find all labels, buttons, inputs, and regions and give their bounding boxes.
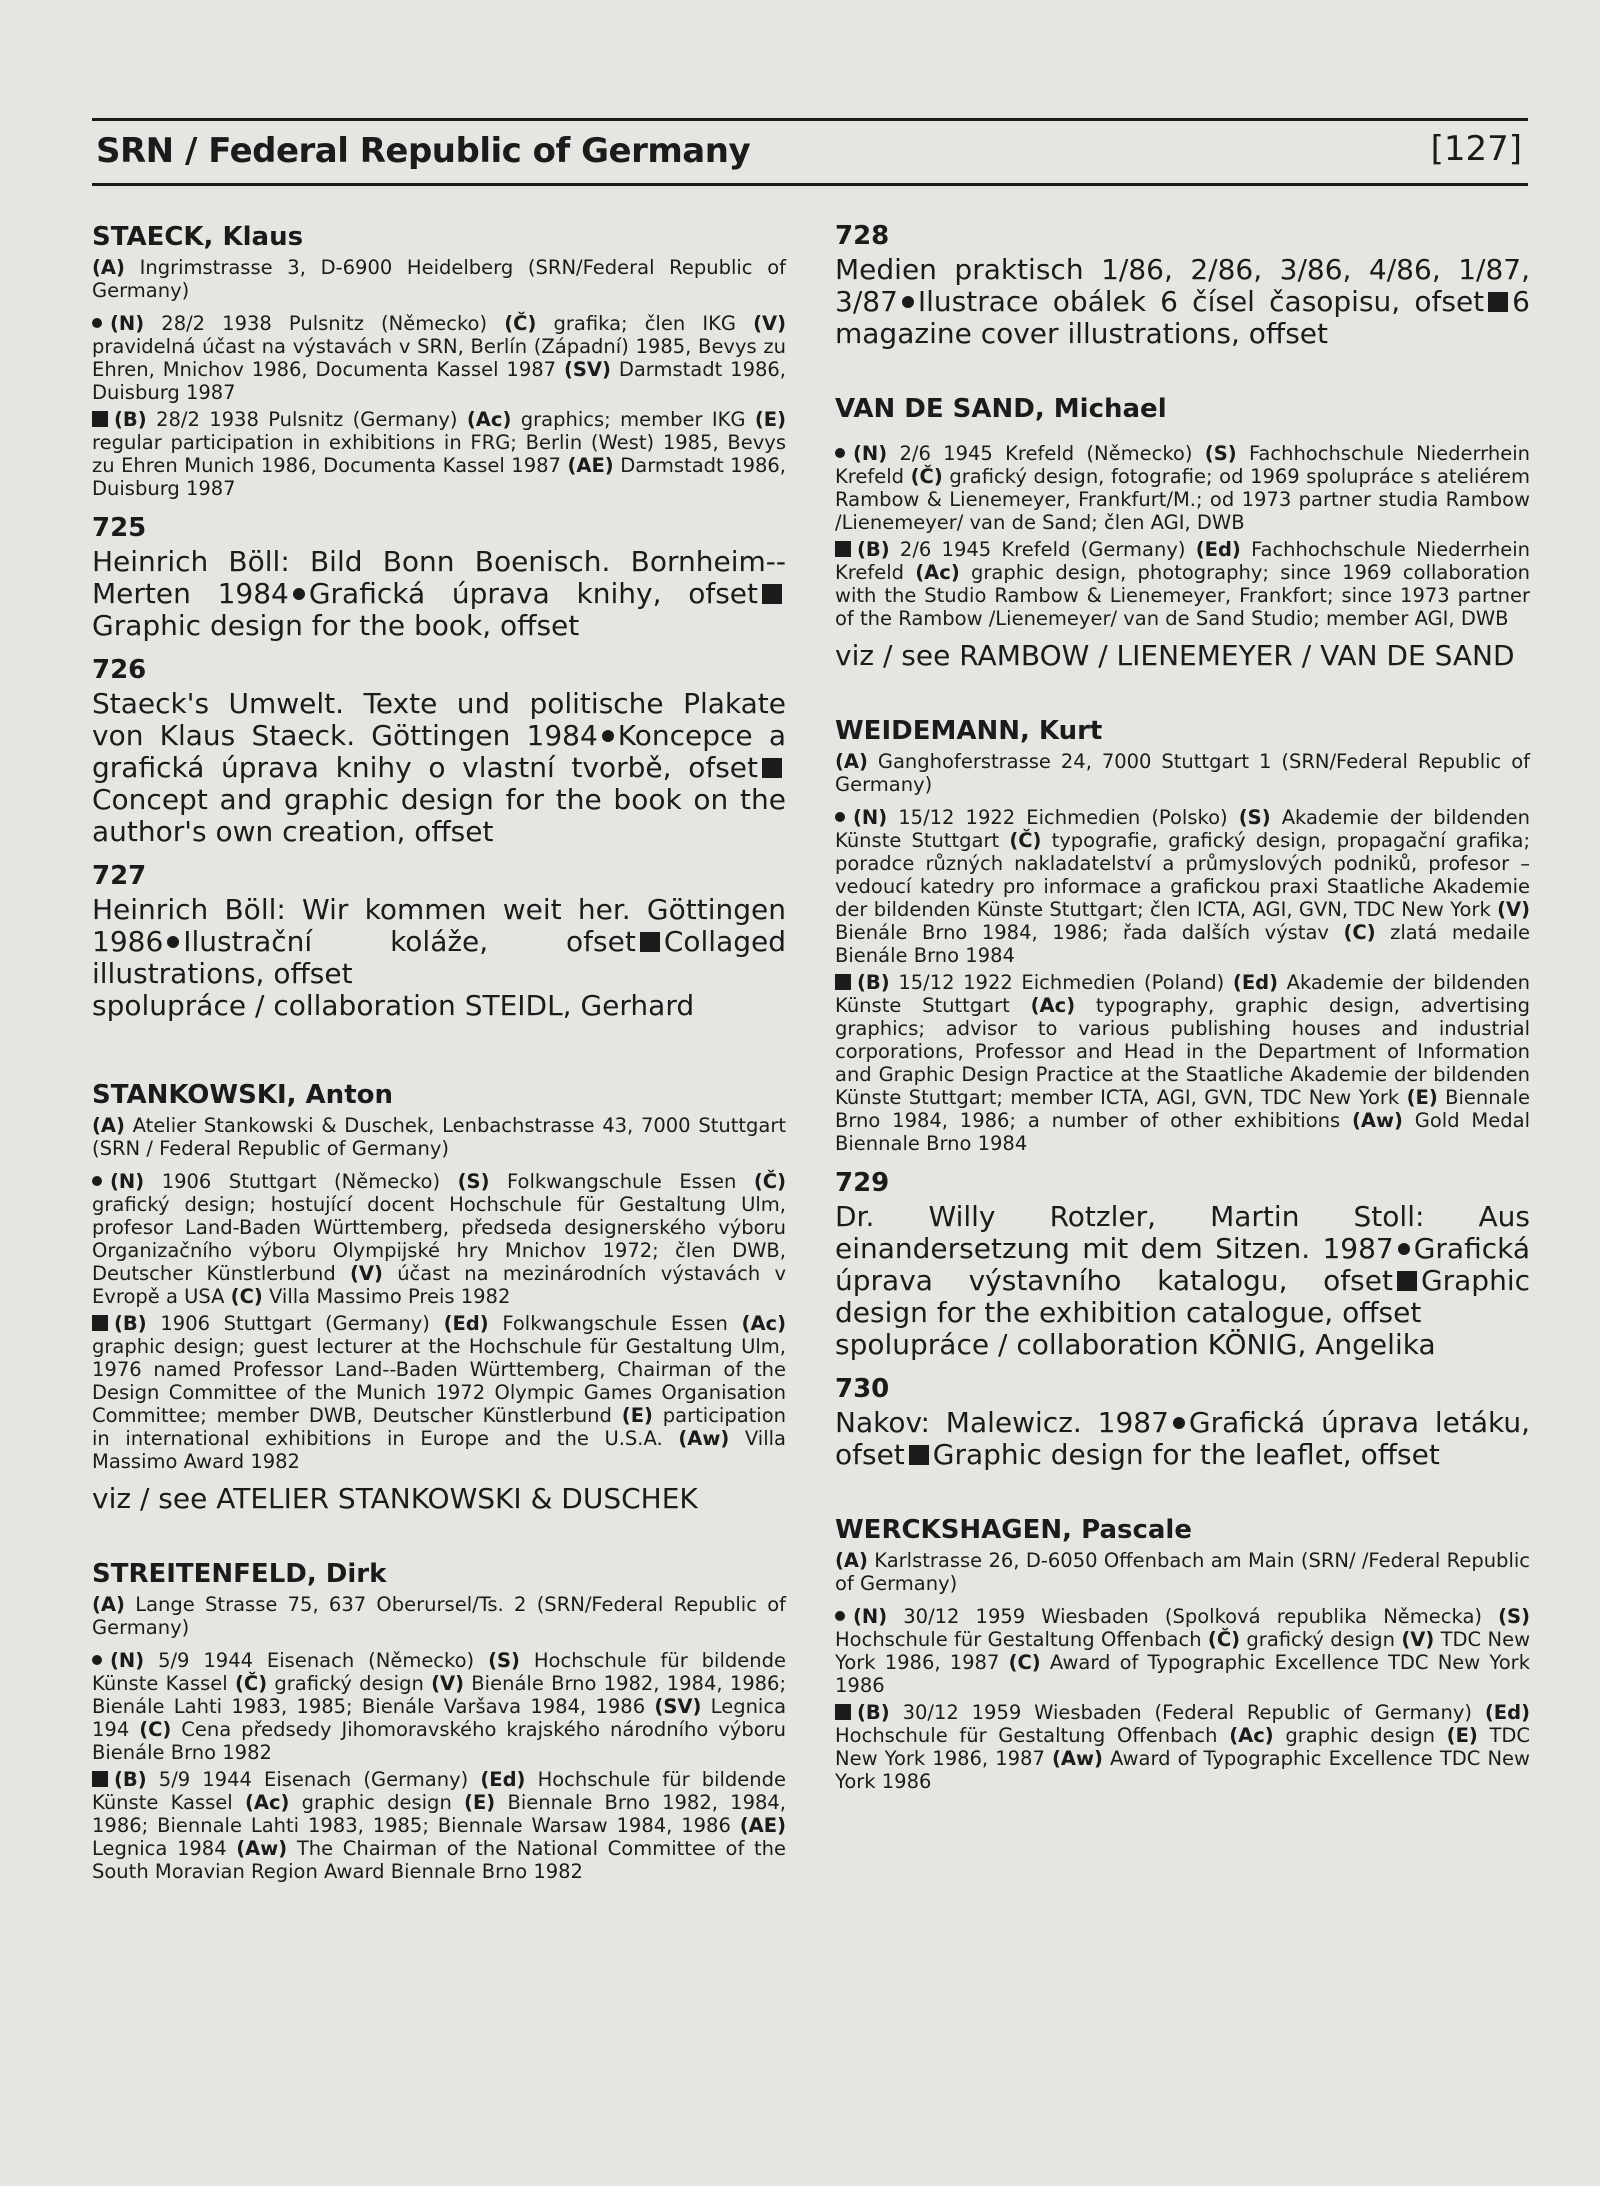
- see-also-line: viz / see RAMBOW / LIENEMEYER / VAN DE SAND: [835, 639, 1515, 672]
- czech-bullet-icon: [835, 448, 845, 458]
- english-bullet-icon: [92, 411, 108, 427]
- artist-address: (A) Karlstrasse 26, D-6050 Offenbach am Main (SRN/ /Federal Republic of Germany): [835, 1549, 1530, 1595]
- bio-english: (B) 15/12 1922 Eichmedien (Poland) (Ed) Akademie der bildenden Künste Stuttgart (Ac) typography, graphic design, advertising graphics; advisor to various publishing houses and industrial corporations, Professor and Head in the Department of Information and Graphic Design Practice at the Staatliche Akademie der bildenden Künste Stuttgart; member ICTA, AGI, GVN, TDC New York (E) Biennale Brno 1984, 1986; a number of other exhibitions (Aw) Gold Medal Biennale Brno 1984: [835, 971, 1531, 1155]
- english-bullet-icon: [92, 1315, 108, 1331]
- bio-czech: (N) 28/2 1938 Pulsnitz (Německo) (Č) grafika; člen IKG (V) pravidelná účast na výstavách v SRN, Berlín (Západní) 1985, Bevys zu Ehren, Mnichov 1986, Documenta Kassel 1987 (SV) Darmstadt 1986, Duisburg 1987: [92, 312, 787, 404]
- work-description: Medien praktisch 1/86, 2/86, 3/86, 4/86, 1/87, 3/87 Ilustrace obálek 6 čísel časopisu, ofset 6 magazine cover illustrations, offset: [835, 253, 1530, 350]
- english-bullet-icon: [1488, 292, 1508, 312]
- work-description: Heinrich Böll: Bild Bonn Boenisch. Bornheim--Merten 1984 Grafická úprava knihy, ofsetGraphic design for the book, offset: [92, 545, 786, 642]
- english-bullet-icon: [92, 1771, 108, 1787]
- artist-name: VAN DE SAND, Michael: [835, 394, 1167, 424]
- work-entry-726: [92, 656, 786, 848]
- english-bullet-icon: [835, 1704, 851, 1720]
- bio-czech: (N) 30/12 1959 Wiesbaden (Spolková republika Německa) (S) Hochschule für Gestaltung Offenbach (Č) grafický design (V) TDC New York 1986, 1987 (C) Award of Typographic Excellence TDC New York 1986: [835, 1605, 1531, 1697]
- bio-english: (B) 5/9 1944 Eisenach (Germany) (Ed) Hochschule für bildende Künste Kassel (Ac) graphic design (E) Biennale Brno 1982, 1984, 1986; Biennale Lahti 1983, 1985; Biennale Warsaw 1984, 1986 (AE) Legnica 1984 (Aw) The Chairman of the National Committee of the South Moravian Region Award Biennale Brno 1982: [92, 1768, 787, 1883]
- work-number: 726: [92, 655, 147, 685]
- left-column: [92, 222, 786, 1887]
- czech-bullet-icon: [835, 1611, 845, 1621]
- english-bullet-icon: [835, 541, 851, 557]
- work-description: Dr. Willy Rotzler, Martin Stoll: Aus einandersetzung mit dem Sitzen. 1987 Grafická úprava výstavního katalogu, ofset Graphic design for the exhibition catalogue, offset: [835, 1200, 1530, 1329]
- czech-bullet-icon: [293, 588, 305, 600]
- czech-bullet-icon: [902, 296, 914, 308]
- artist-name: WERCKSHAGEN, Pascale: [835, 1515, 1192, 1545]
- artist-name: STAECK, Klaus: [92, 222, 304, 252]
- english-bullet-icon: [762, 758, 782, 778]
- czech-bullet-icon: [92, 318, 102, 328]
- bio-english: (B) 1906 Stuttgart (Germany) (Ed) Folkwangschule Essen (Ac) graphic design; guest lecturer at the Hochschule für Gestaltung Ulm, 1976 named Professor Land--Baden Württemberg, Chairman of the Design Committee of the Munich 1972 Olympic Games Organisation Committee; member DWB, Deutscher Künstlerbund (E) participation in international exhibitions in Europe and the U.S.A. (Aw) Villa Massimo Award 1982: [92, 1312, 787, 1473]
- bio-english: (B) 2/6 1945 Krefeld (Germany) (Ed) Fachhochschule Niederrhein Krefeld (Ac) graphic design, photography; since 1969 collaboration with the Studio Rambow & Lienemeyer, Frankfort; since 1973 partner of the Rambow /Lienemeyer/ van de Sand Studio; member AGI, DWB: [835, 538, 1531, 630]
- bio-czech: (N) 15/12 1922 Eichmedien (Polsko) (S) Akademie der bildenden Künste Stuttgart (Č) typografie, grafický design, propagační grafika; poradce různých nakladatelství a průmyslových podniků, profesor – vedoucí katedry pro informace a grafickou praxi Staatliche Akademie der bildenden Künste Stuttgart; člen ICTA, AGI, GVN, TDC New York (V) Bienále Brno 1984, 1986; řada dalších výstav (C) zlatá medaile Bienále Brno 1984: [835, 806, 1531, 967]
- work-description: Heinrich Böll: Wir kommen weit her. Göttingen 1986 Ilustrační koláže, ofset Collaged illustrations, offset: [92, 893, 786, 990]
- artist-entry-streitenfeld: [92, 1559, 786, 1883]
- english-bullet-icon: [835, 974, 851, 990]
- page-title: SRN / Federal Republic of Germany: [96, 131, 751, 171]
- czech-bullet-icon: [602, 730, 614, 742]
- work-entry-729: [835, 1169, 1530, 1361]
- artist-address: (A) Lange Strasse 75, 637 Oberursel/Ts. 2 (SRN/Federal Republic of Germany): [92, 1593, 787, 1639]
- work-entry-725: [92, 514, 786, 642]
- collaboration-line: spolupráce / collaboration KÖNIG, Angelika: [835, 1328, 1436, 1361]
- bio-english: (B) 28/2 1938 Pulsnitz (Germany) (Ac) graphics; member IKG (E) regular participation in exhibitions in FRG; Berlin (West) 1985, Bevys zu Ehren Munich 1986, Documenta Kassel 1987 (AE) Darmstadt 1986, Duisburg 1987: [92, 408, 787, 500]
- english-bullet-icon: [762, 584, 782, 604]
- see-also-line: viz / see ATELIER STANKOWSKI & DUSCHEK: [92, 1482, 698, 1515]
- english-bullet-icon: [640, 932, 660, 952]
- artist-entry-werckshagen: [835, 1515, 1530, 1793]
- artist-name: STREITENFELD, Dirk: [92, 1559, 387, 1589]
- artist-entry-staeck: [92, 222, 786, 500]
- artist-address: (A) Ingrimstrasse 3, D-6900 Heidelberg (SRN/Federal Republic of Germany): [92, 256, 787, 302]
- bio-czech: (N) 5/9 1944 Eisenach (Německo) (S) Hochschule für bildende Künste Kassel (Č) grafický design (V) Bienále Brno 1982, 1984, 1986; Bienále Lahti 1983, 1985; Bienále Varšava 1984, 1986 (SV) Legnica 194 (C) Cena předsedy Jihomoravského krajského národního výboru Bienále Brno 1982: [92, 1649, 787, 1764]
- bio-english: (B) 30/12 1959 Wiesbaden (Federal Republic of Germany) (Ed) Hochschule für Gestaltung Offenbach (Ac) graphic design (E) TDC New York 1986, 1987 (Aw) Award of Typographic Excellence TDC New York 1986: [835, 1701, 1531, 1793]
- artist-name: WEIDEMANN, Kurt: [835, 716, 1103, 746]
- page-number: [127]: [1430, 129, 1522, 169]
- work-description: Staeck's Umwelt. Texte und politische Plakate von Klaus Staeck. Göttingen 1984 Koncepce a grafická úprava knihy o vlastní tvorbě, ofsetConcept and graphic design for the book on the author's own creation, offset: [92, 687, 786, 848]
- artist-name: STANKOWSKI, Anton: [92, 1080, 393, 1110]
- czech-bullet-icon: [1173, 1417, 1185, 1429]
- czech-bullet-icon: [92, 1655, 102, 1665]
- czech-bullet-icon: [1398, 1243, 1410, 1255]
- work-number: 728: [835, 221, 890, 251]
- work-entry-730: [835, 1375, 1530, 1471]
- work-number: 727: [92, 861, 147, 891]
- work-entry-728: [835, 222, 1530, 350]
- czech-bullet-icon: [92, 1176, 102, 1186]
- english-bullet-icon: [1397, 1271, 1417, 1291]
- work-entry-727: [92, 862, 786, 1022]
- bio-czech: (N) 1906 Stuttgart (Německo) (S) Folkwangschule Essen (Č) grafický design; hostující docent Hochschule für Gestaltung Ulm, profesor Land-Baden Württemberg, předseda designerského výboru Organizačního výboru Olympijské hry Mnichov 1972; člen DWB, Deutscher Künstlerbund (V) účast na mezinárodních výstavách v Evropě a USA (C) Villa Massimo Preis 1982: [92, 1170, 787, 1308]
- czech-bullet-icon: [167, 936, 179, 948]
- work-number: 730: [835, 1374, 890, 1404]
- english-bullet-icon: [909, 1445, 929, 1465]
- czech-bullet-icon: [835, 812, 845, 822]
- artist-address: (A) Ganghoferstrasse 24, 7000 Stuttgart 1 (SRN/Federal Republic of Germany): [835, 750, 1530, 796]
- work-number: 725: [92, 513, 147, 543]
- artist-entry-van-de-sand: [835, 394, 1530, 672]
- work-number: 729: [835, 1168, 890, 1198]
- page-header: [92, 118, 1528, 186]
- bio-czech: (N) 2/6 1945 Krefeld (Německo) (S) Fachhochschule Niederrhein Krefeld (Č) grafický design, fotografie; od 1969 spolupráce s ateliérem Rambow & Lienemeyer, Frankfurt/M.; od 1973 partner studia Rambow /Lienemeyer/ van de Sand; člen AGI, DWB: [835, 442, 1530, 534]
- artist-entry-stankowski: [92, 1080, 786, 1515]
- artist-address: (A) Atelier Stankowski & Duschek, Lenbachstrasse 43, 7000 Stuttgart (SRN / Federal Republic of Germany): [92, 1114, 786, 1160]
- work-description: Nakov: Malewicz. 1987 Grafická úprava letáku, ofset Graphic design for the leaflet, offset: [835, 1406, 1530, 1471]
- right-column: [835, 222, 1530, 1797]
- collaboration-line: spolupráce / collaboration STEIDL, Gerhard: [92, 989, 695, 1022]
- artist-entry-weidemann: [835, 716, 1530, 1155]
